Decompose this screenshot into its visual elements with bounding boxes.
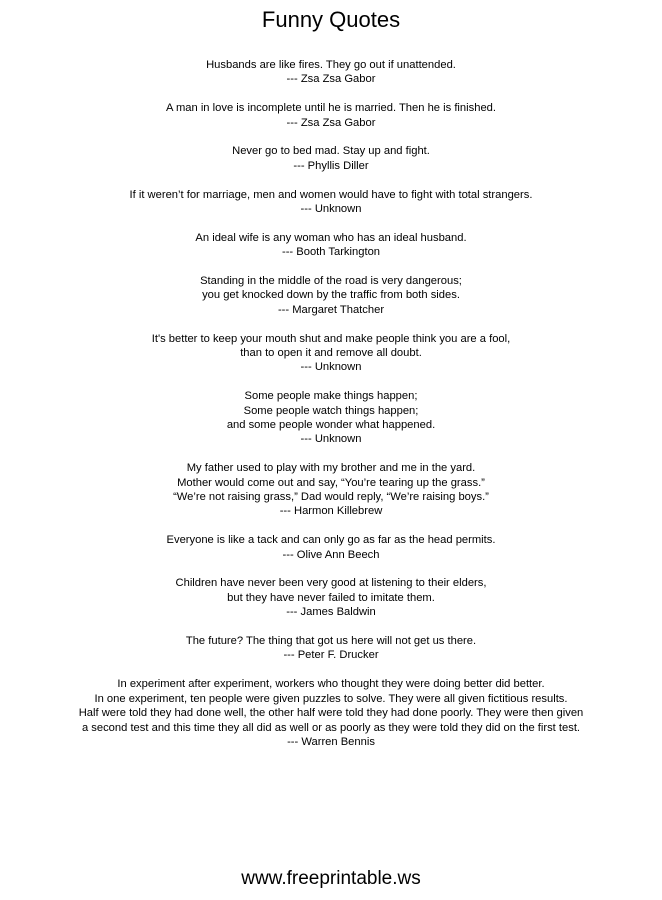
quote-text-line: “We’re not raising grass,” Dad would reply, “We’re raising boys.” — [173, 491, 489, 504]
quote-text-line: In experiment after experiment, workers who thought they were doing better did better. — [117, 678, 545, 691]
quote-text-line: The future? The thing that got us here will not get us there. — [185, 635, 477, 648]
quote-block — [0, 576, 662, 619]
quote-text-line: than to open it and remove all doubt. — [240, 347, 422, 360]
quote-author: --- Booth Tarkington — [281, 246, 381, 259]
quote-author: --- James Baldwin — [286, 606, 376, 619]
quote-text-line: An ideal wife is any woman who has an ideal husband. — [195, 231, 467, 244]
quote-text-line: a second test and this time they all did as well or as poorly as they were told they did on the first test. — [81, 721, 581, 734]
quote-author: --- Warren Bennis — [287, 735, 375, 748]
quote-text-line: Husbands are like fires. They go out if unattended. — [206, 59, 456, 71]
quote-block — [0, 634, 662, 663]
quote-author: --- Unknown — [300, 433, 362, 446]
quote-text-line: Everyone is like a tack and can only go as far as the head permits. — [166, 534, 496, 547]
page-title: Funny Quotes — [261, 7, 401, 32]
quote-text-line: Mother would come out and say, “You’re tearing up the grass.” — [177, 476, 485, 489]
quote-text-line: you get knocked down by the traffic from both sides. — [202, 289, 460, 302]
quote-text-line: Some people watch things happen; — [243, 404, 419, 417]
quote-text-line: A man in love is incomplete until he is married. Then he is finished. — [166, 102, 496, 115]
quote-list — [0, 58, 662, 764]
quote-author: --- Margaret Thatcher — [277, 303, 385, 316]
quote-text-line: Standing in the middle of the road is very dangerous; — [200, 275, 462, 288]
quote-author: --- Olive Ann Beech — [282, 548, 380, 561]
footer-url: www.freeprintable.ws — [241, 868, 421, 889]
quote-text-line: If it weren’t for marriage, men and women would have to fight with total strangers. — [129, 188, 533, 201]
quote-author: --- Peter F. Drucker — [283, 649, 379, 662]
quote-text-line: In one experiment, ten people were given puzzles to solve. They were all given fictitious results. — [94, 692, 568, 705]
quote-text-line: Half were told they had done well, the other half were told they had done poorly. They were then given — [78, 707, 584, 720]
quote-author: --- Phyllis Diller — [293, 159, 369, 172]
quote-author: --- Zsa Zsa Gabor — [286, 73, 376, 86]
quote-text-line: and some people wonder what happened. — [226, 419, 436, 432]
quote-author: --- Harmon Killebrew — [279, 505, 383, 518]
quote-author: --- Unknown — [300, 361, 362, 374]
quote-block — [0, 144, 662, 173]
quote-text-line: Children have never been very good at listening to their elders, — [175, 577, 487, 590]
quote-block — [0, 231, 662, 260]
quote-text-line: Never go to bed mad. Stay up and fight. — [232, 145, 430, 158]
quote-block — [0, 389, 662, 447]
quote-block — [0, 274, 662, 317]
quote-block — [0, 58, 662, 87]
quote-text-line: My father used to play with my brother and me in the yard. — [186, 462, 476, 475]
quote-block — [0, 533, 662, 562]
quote-text-line: but they have never failed to imitate them. — [227, 591, 435, 604]
quote-block — [0, 101, 662, 130]
quote-author: --- Unknown — [300, 203, 362, 216]
quote-block — [0, 461, 662, 519]
quote-text-line: It's better to keep your mouth shut and make people think you are a fool, — [151, 332, 511, 345]
quote-block — [0, 332, 662, 375]
quote-author: --- Zsa Zsa Gabor — [286, 116, 376, 129]
quote-text-line: Some people make things happen; — [244, 390, 418, 403]
quote-block — [0, 188, 662, 217]
quote-block — [0, 677, 662, 749]
